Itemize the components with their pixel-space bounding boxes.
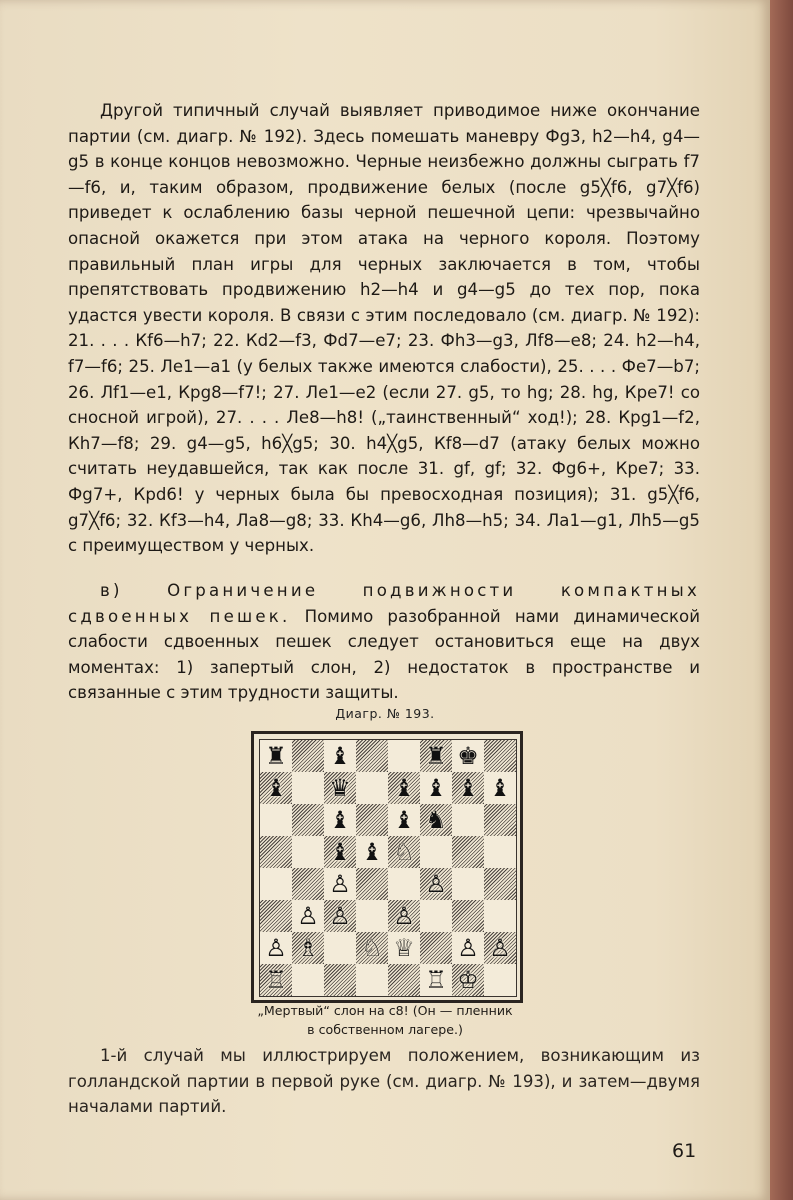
board-square-e2 [388,932,420,964]
chess-piece: ♝ [425,774,447,802]
board-square-f5 [420,836,452,868]
chess-piece: ♚ [457,742,479,770]
board-square-a1 [260,964,292,996]
board-square-c4 [324,868,356,900]
board-square-a4 [260,868,292,900]
chess-piece: ♙ [425,870,447,898]
board-square-h2 [484,932,516,964]
board-square-d7 [356,772,388,804]
board-square-b6 [292,804,324,836]
caption-line: в собственном лагере.) [307,1022,463,1037]
board-square-e1 [388,964,420,996]
chess-piece: ♙ [265,934,287,962]
chess-piece: ♕ [393,934,415,962]
board-square-e7 [388,772,420,804]
board-square-h6 [484,804,516,836]
board-square-a6 [260,804,292,836]
paragraph-text: Помимо разобранной нами динамической слабости сдвоенных пешек следует остановиться еще на двух моментах: 1) запертый слон, 2) недостаток в пространстве и связанные с этим трудности защиты. [68,606,700,703]
board-square-g8 [452,740,484,772]
board-square-e6 [388,804,420,836]
chess-piece: ♝ [393,774,415,802]
chess-piece: ♝ [361,838,383,866]
board-square-f3 [420,900,452,932]
board-square-b5 [292,836,324,868]
board-square-f2 [420,932,452,964]
chess-piece: ♝ [265,774,287,802]
chess-piece: ♘ [393,838,415,866]
board-square-c8 [324,740,356,772]
board-square-b1 [292,964,324,996]
board-square-c5 [324,836,356,868]
chess-piece: ♙ [489,934,511,962]
board-square-d1 [356,964,388,996]
board-square-g1 [452,964,484,996]
board-square-e5 [388,836,420,868]
board-square-d4 [356,868,388,900]
board-square-c2 [324,932,356,964]
chess-piece: ♖ [265,966,287,994]
board-square-f1 [420,964,452,996]
board-square-f4 [420,868,452,900]
board-square-b7 [292,772,324,804]
board-square-g7 [452,772,484,804]
board-square-c3 [324,900,356,932]
chess-piece: ♞ [425,806,447,834]
board-square-b3 [292,900,324,932]
board-square-a8 [260,740,292,772]
board-square-h7 [484,772,516,804]
body-paragraph-2 [68,578,700,706]
page-number: 61 [672,1140,697,1162]
board-square-d3 [356,900,388,932]
chess-board [259,739,517,997]
board-square-e8 [388,740,420,772]
chess-piece: ♝ [329,742,351,770]
board-square-d6 [356,804,388,836]
board-square-a5 [260,836,292,868]
board-square-f7 [420,772,452,804]
board-square-c7 [324,772,356,804]
board-square-e4 [388,868,420,900]
chess-piece: ♝ [457,774,479,802]
board-square-g4 [452,868,484,900]
chess-piece: ♙ [329,902,351,930]
board-square-a3 [260,900,292,932]
board-square-a2 [260,932,292,964]
board-square-b2 [292,932,324,964]
chess-piece: ♙ [297,902,319,930]
board-square-c6 [324,804,356,836]
board-square-c1 [324,964,356,996]
body-paragraph-3 [68,1043,700,1120]
chess-piece: ♝ [329,838,351,866]
board-square-g3 [452,900,484,932]
board-square-d2 [356,932,388,964]
board-square-b4 [292,868,324,900]
board-square-a7 [260,772,292,804]
caption-line: „Мертвый“ слон на с8! (Он — пленник [257,1003,513,1018]
board-square-h3 [484,900,516,932]
board-square-h8 [484,740,516,772]
book-spine [770,0,793,1200]
board-square-e3 [388,900,420,932]
board-square-g5 [452,836,484,868]
chess-piece: ♔ [457,966,479,994]
board-square-g6 [452,804,484,836]
chess-piece: ♝ [329,806,351,834]
board-square-f8 [420,740,452,772]
paragraph-text: 1-й случай мы иллюстрируем положением, возникающим из голландской партии в первой руке (см. диагр. № 193), и затем—двумя началами партий. [68,1046,700,1117]
section-heading: в) Ограничение подвижности компактных сдвоенных пешек. [68,581,700,626]
board-square-g2 [452,932,484,964]
chess-piece: ♝ [489,774,511,802]
chess-diagram [251,731,523,1003]
body-paragraph-1 [68,98,700,559]
paragraph-text: Другой типичный случай выявляет приводимое ниже окончание партии (см. диагр. № 192). Здесь помешать маневру Фg3, h2—h4, g4—g5 в конце концов невозможно. Черные неизбежно должны сыграть f7—f6, и, таким образом, продвижение белых (после g5╳f6, g7╳f6) приведет к ослаблению базы черной пешечной цепи: чрезвычайно опасной окажется при этом атака на черного короля. Поэтому правильный план игры для черных заключается в том, чтобы препятствовать продвижению h2—h4 и g4—g5 до тех пор, пока удастся увести короля. В связи с этим последовало (см. диагр. № 192): 21. . . . Кf6—h7; 22. Кd2—f3, Фd7—e7; 23. Фh3—g3, Лf8—e8; 24. h2—h4, f7—f6; 25. Лe1—a1 (у белых также имеются слабости), 25. . . . Фe7—b7; 26. Лf1—e1, Крg8—f7!; 27. Лe1—e2 (если 27. g5, то hg; 28. hg, Кре7! со сносной игрой), 27. . . . Лe8—h8! („таинственный“ ход!); 28. Крg1—f2, Кh7—f8; 29. g4—g5, h6╳g5; 30. h4╳g5, Кf8—d7 (атаку белых можно считать неудавшейся, так как после 31. gf, gf; 32. Фg6+, Кре7; 33. Фg7+, Крd6! у черных была бы превосходная позиция); 31. g5╳f6, g7╳f6; 32. Кf3—h4, Лa8—g8; 33. Кh4—g6, Лh8—h5; 34. Лa1—g1, Лh5—g5 с преимуществом у черных. [68,101,700,556]
board-square-h5 [484,836,516,868]
board-square-d8 [356,740,388,772]
diagram-caption [0,1001,770,1039]
chess-piece: ♙ [329,870,351,898]
chess-piece: ♛ [329,774,351,802]
chess-piece: ♝ [393,806,415,834]
chess-piece: ♙ [393,902,415,930]
board-square-d5 [356,836,388,868]
chess-piece: ♜ [265,742,287,770]
chess-piece: ♘ [361,934,383,962]
board-square-f6 [420,804,452,836]
board-square-h4 [484,868,516,900]
chess-piece: ♗ [297,934,319,962]
board-square-b8 [292,740,324,772]
chess-piece: ♙ [457,934,479,962]
diagram-title: Диагр. № 193. [335,706,435,721]
chess-piece: ♜ [425,742,447,770]
board-square-h1 [484,964,516,996]
chess-piece: ♖ [425,966,447,994]
